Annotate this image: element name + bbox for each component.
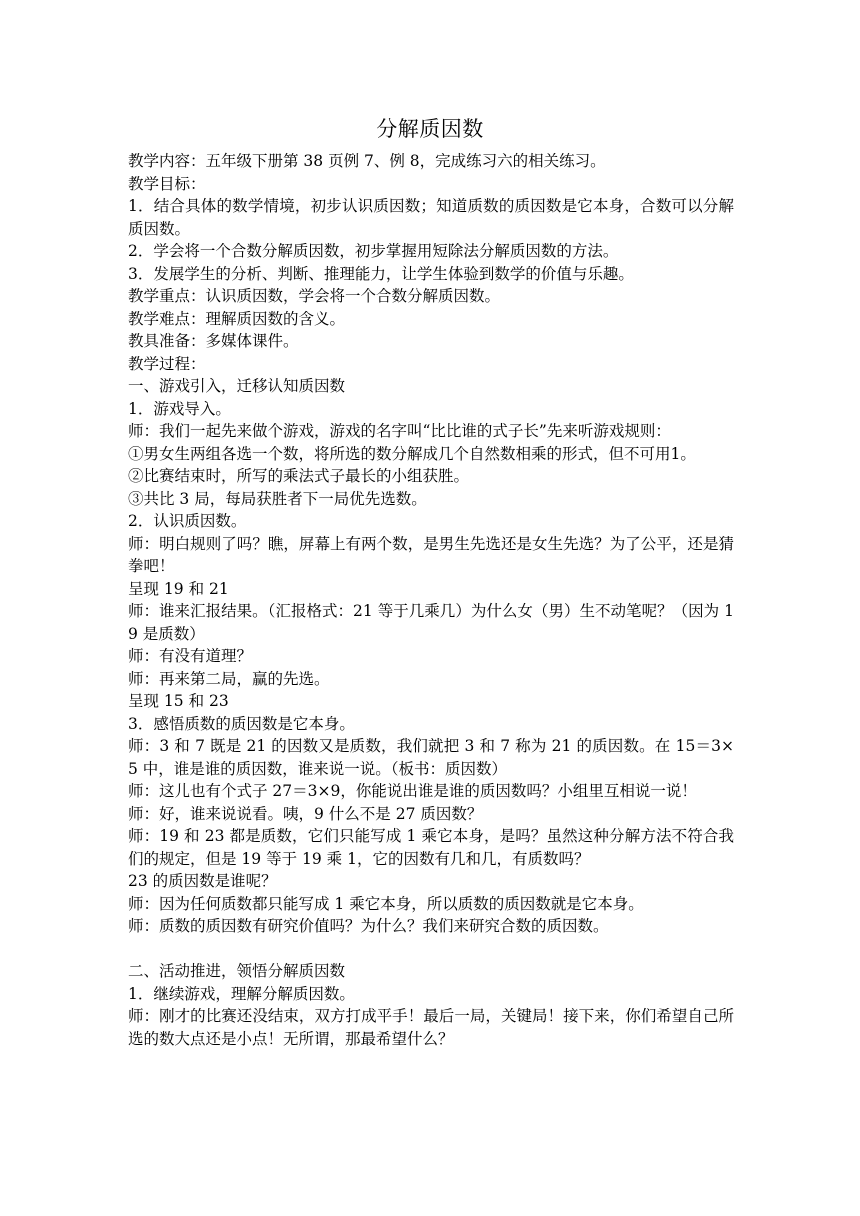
document-title: 分解质因数 xyxy=(376,117,484,141)
document-paragraph: 师：19 和 23 都是质数，它们只能写成 1 乘它本身，是吗？虽然这种分解方法不符合我们的规定，但是 19 等于 19 乘 1，它的因数有几和几，有质数吗？ xyxy=(128,827,734,868)
document-paragraph: 1．继续游戏，理解分解质因数。 xyxy=(128,984,355,1003)
document-paragraph: 二、活动推进，领悟分解质因数 xyxy=(128,962,346,980)
document-paragraph: 1．游戏导入。 xyxy=(128,399,231,418)
document-paragraph: 教学重点：认识质因数，学会将一个合数分解质因数。 xyxy=(128,287,501,305)
document-paragraph: 呈现 19 和 21 xyxy=(128,579,229,598)
document-paragraph: 师：刚才的比赛还没结束，双方打成平手！最后一局，关键局！接下来，你们希望自己所选的数大点还是小点！无所谓，那最希望什么？ xyxy=(128,1007,734,1048)
document-paragraph: 师：质数的质因数有研究价值吗？为什么？我们来研究合数的质因数。 xyxy=(128,917,609,935)
document-paragraph: 教学目标： xyxy=(128,174,206,193)
document-paragraph: 1．结合具体的数学情境，初步认识质因数；知道质数的质因数是它本身，合数可以分解质因数。 xyxy=(128,197,734,238)
document-paragraph: 师：再来第二局，赢的先选。 xyxy=(128,669,330,688)
document-paragraph: 2．学会将一个合数分解质因数，初步掌握用短除法分解质因数的方法。 xyxy=(128,242,619,260)
document-paragraph: 师：3 和 7 既是 21 的因数又是质数，我们就把 3 和 7 称为 21 的质因数。在 15＝3×5 中，谁是谁的质因数，谁来说一说。（板书：质因数） xyxy=(128,737,734,778)
document-paragraph: 师：有没有道理？ xyxy=(128,647,253,665)
blank-line xyxy=(128,938,734,961)
document-paragraph: 师：明白规则了吗？瞧，屏幕上有两个数，是男生先选还是女生先选？为了公平，还是猜拳吧！ xyxy=(128,534,734,575)
document-paragraph: ③共比 3 局，每局获胜者下一局优先选数。 xyxy=(128,489,427,508)
document-paragraph: 23 的质因数是谁呢？ xyxy=(128,872,277,890)
document-paragraph: 教具准备：多媒体课件。 xyxy=(128,332,299,350)
document-paragraph: ②比赛结束时，所写的乘法式子最长的小组获胜。 xyxy=(128,467,470,485)
document-paragraph: 师：好，谁来说说看。咦，9 什么不是 27 质因数？ xyxy=(128,804,483,823)
document-paragraph: 教学过程： xyxy=(128,354,206,373)
document-paragraph: 师：因为任何质数都只能写成 1 乘它本身，所以质数的质因数就是它本身。 xyxy=(128,894,644,913)
document-paragraph: 师：谁来汇报结果。（汇报格式：21 等于几乘几）为什么女（男）生不动笔呢？（因为 19 是质数） xyxy=(128,602,734,643)
document-paragraph: 呈现 15 和 23 xyxy=(128,692,229,710)
document-paragraph: 3．发展学生的分析、判断、推理能力，让学生体验到数学的价值与乐趣。 xyxy=(128,264,634,283)
document-paragraph: 2．认识质因数。 xyxy=(128,512,247,530)
document-paragraph: 教学难点：理解质因数的含义。 xyxy=(128,309,346,328)
document-paragraph: 师：我们一起先来做个游戏，游戏的名字叫“比比谁的式子长”先来听游戏规则： xyxy=(128,422,671,440)
document-paragraph: ①男女生两组各选一个数，将所选的数分解成几个自然数相乘的形式，但不可用1。 xyxy=(128,444,696,463)
document-body xyxy=(128,150,734,1050)
document-paragraph: 师：这儿也有个式子 27＝3×9，你能说出谁是谁的质因数吗？小组里互相说一说！ xyxy=(128,782,697,800)
document-paragraph: 一、游戏引入，迁移认知质因数 xyxy=(128,377,346,395)
document-paragraph: 教学内容：五年级下册第 38 页例 7、例 8，完成练习六的相关练习。 xyxy=(128,152,606,170)
document-paragraph: 3．感悟质数的质因数是它本身。 xyxy=(128,714,355,733)
